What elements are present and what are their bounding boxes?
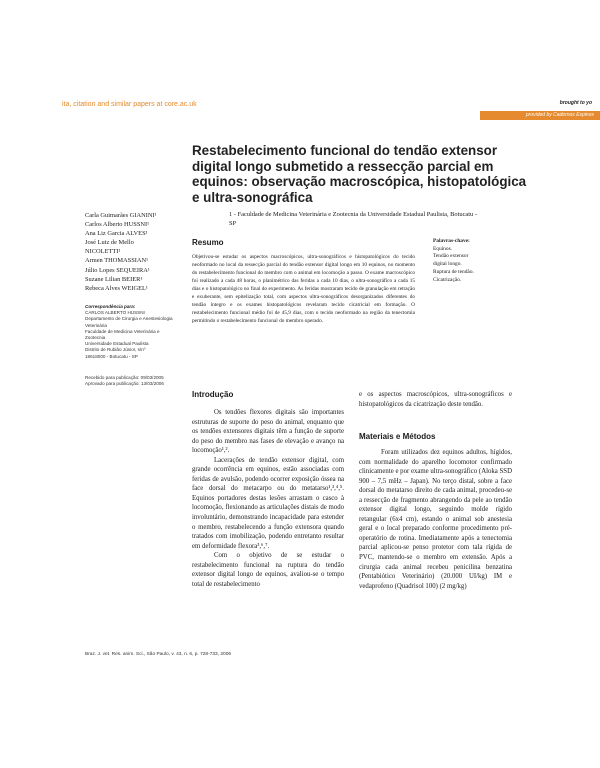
provided-by-badge[interactable] <box>480 111 600 120</box>
author-name: Rebeca Alves WEIGEL¹ <box>85 284 148 292</box>
materiais-metodos-heading: Materiais e Métodos <box>359 432 436 441</box>
correspondence-line: Faculdade de Medicina Veterinária e <box>85 328 160 334</box>
author-name: Carla Guimarães GIANINI¹ <box>85 212 157 219</box>
keyword: Equinos. <box>433 245 453 252</box>
correspondence-line: Zootecnia <box>85 335 106 341</box>
author-name: NICOLETTI¹ <box>85 248 121 256</box>
author-list <box>85 211 190 293</box>
author-name: Armen THOMASSIAN¹ <box>85 257 149 265</box>
author-name: José Luiz de Mello <box>85 239 134 247</box>
provided-by-text: provided by Cadernos Espinos <box>525 112 594 118</box>
correspondence-line: 18618000 - Botucatu - SP <box>85 353 138 359</box>
keyword: Tendão extensor <box>433 253 469 260</box>
brought-by-label: brought to yo <box>559 100 592 106</box>
body-paragraph: Com o objetivo de se estudar o restabelecimento funcional na ruptura do tendão extensor digital longo de equinos, avaliou-se o tempo total de restabelecimento <box>192 552 344 588</box>
affiliation: 1 - Faculdade de Medicina Veterinária e Zootecnia da Universidade Estadual Paulista, Botucatu - SP <box>229 211 477 228</box>
keyword: Ruptura de tendão. <box>433 268 474 275</box>
author-name: Ana Liz Garcia ALVES¹ <box>85 230 148 238</box>
body-paragraph: Foram utilizados dez equinos adultos, hígidos, com normalidade do aparelho locomotor confirmado clinicamente e por exame ultra-sonográfico (Aloka SSD 900 – 7,5 mHz – Japan). No terço distal, sobre a face dorsal do metatarso direito de cada animal, procedeu-se a ressecção de fragmento abrangendo da pele ao tendão extensor digital longo, seguindo molde rígido retangular (6x4 cm), estando o animal sob anestesia geral e o local preparado conforme procedimento pré-operatório de rotina. Imediatamente após a tenectomia parcial aplicou-se penso protetor com tala rígida de PVC, mantendo-se o membro em extensão. Após a cirurgia cada animal recebeu penicilina benzatina (Pentabiótico Veterinário) (20.000 UI/kg) IM e vedaprofeno (Quadrisol 100) (2 mg/kg) <box>359 449 512 590</box>
article-title: Restabelecimento funcional do tendão extensor digital longo submetido a ressecção parcial em equinos: observação macroscópica, histopatológica e ultra-sonográfica <box>192 143 527 205</box>
resumo-text: Objetivou-se estudar os aspectos macroscópicos, ultra-sonográficos e histopatológicos do tecido neoformado no local da ressecção parcial do tendão extensor digital longo em 10 equinos, no momento do restabelecimento funcional do membro com o animal em locomoção a passo. O exame macroscópico foi realizado a cada 48 horas, o planimétrico das feridas a cada 10 dias, o ultra-sonográfico a cada 15 dias e o histopatológico no final do experimento. As feridas mostraram tecido de granulação em retração e exuberante, sem epitelização total, com aspectos ultra-sonográficos desorganizados diferentes do tendão íntegro e os exames histopatológicos revelaram tecido cicatricial em formação. O restabelecimento funcional médio foi de 45,9 dias, com o tecido neoformado na região da tenectomia permitindo o restabelecimento funcional do membro operado. <box>192 254 415 325</box>
author-name: Júlio Lopes SEQUEIRA¹ <box>85 266 150 274</box>
correspondence-line: Veterinária <box>85 322 107 328</box>
keywords-heading: Palavras-chave: <box>433 238 470 244</box>
correspondence-line: Universidade Estadual Paulista <box>85 341 149 347</box>
approved-date: Aprovado para publicação: 13/03/2006 <box>85 381 164 387</box>
keyword: Cicatrização. <box>433 276 462 283</box>
introducao-column <box>192 408 344 589</box>
correspondence-heading: Correspondência para: <box>85 304 136 309</box>
introducao-continuation: e os aspectos macroscópicos, ultra-sonográficos e histopatológicos da cicatrização deste tendão. <box>359 391 512 408</box>
journal-footer: Braz. J. vet. Res. anim. Sci., São Paulo, v. 43, n. 6, p. 728-733, 2006 <box>85 652 232 657</box>
correspondence-line: CARLOS ALBERTO HUSSNI <box>85 310 145 316</box>
body-paragraph: Lacerações de tendão extensor digital, com grande ocorrência em equinos, estão associadas com feridas de avulsão, podendo ocorrer exposição óssea na face dorsal do metacarpo ou do metatarso¹,³,⁴,⁵. Equinos portadores destas lesões arrastam o casco à locomoção, flexionando as articulações distais de modo involuntário, demonstrando incapacidade para estender o membro, restabelecendo a função extensora quando tratados com imobilização, podendo entretanto resultar em deformidade flexora³,⁶,⁷. <box>192 456 344 550</box>
keyword: digital longo. <box>433 261 462 268</box>
core-citation-link[interactable]: ita, citation and similar papers at core.ac.uk <box>62 101 197 108</box>
received-dates <box>85 375 185 387</box>
introducao-heading: Introdução <box>192 390 234 399</box>
materiais-metodos-column <box>359 448 512 591</box>
keywords-block <box>433 238 493 284</box>
author-name: Carlos Alberto HUSSNI¹ <box>85 221 150 229</box>
correspondence-line: Distrito de Rubião Júnior, s/nº <box>85 347 146 353</box>
author-name: Suzane Lilian BEIER¹ <box>85 275 143 283</box>
body-paragraph: Os tendões flexores digitais são importantes estruturas de suporte do peso do animal, enquanto que os tendões extensores digitais têm a função de suporte do peso do membro nas fases de elevação e avanço na locomoção¹,². <box>192 409 344 455</box>
correspondence-line: Departamento de Cirurgia e Anestesiologia <box>85 316 173 322</box>
resumo-heading: Resumo <box>192 238 224 247</box>
received-date: Recebido para publicação: 09/03/2005 <box>85 375 164 380</box>
correspondence-block <box>85 304 185 360</box>
